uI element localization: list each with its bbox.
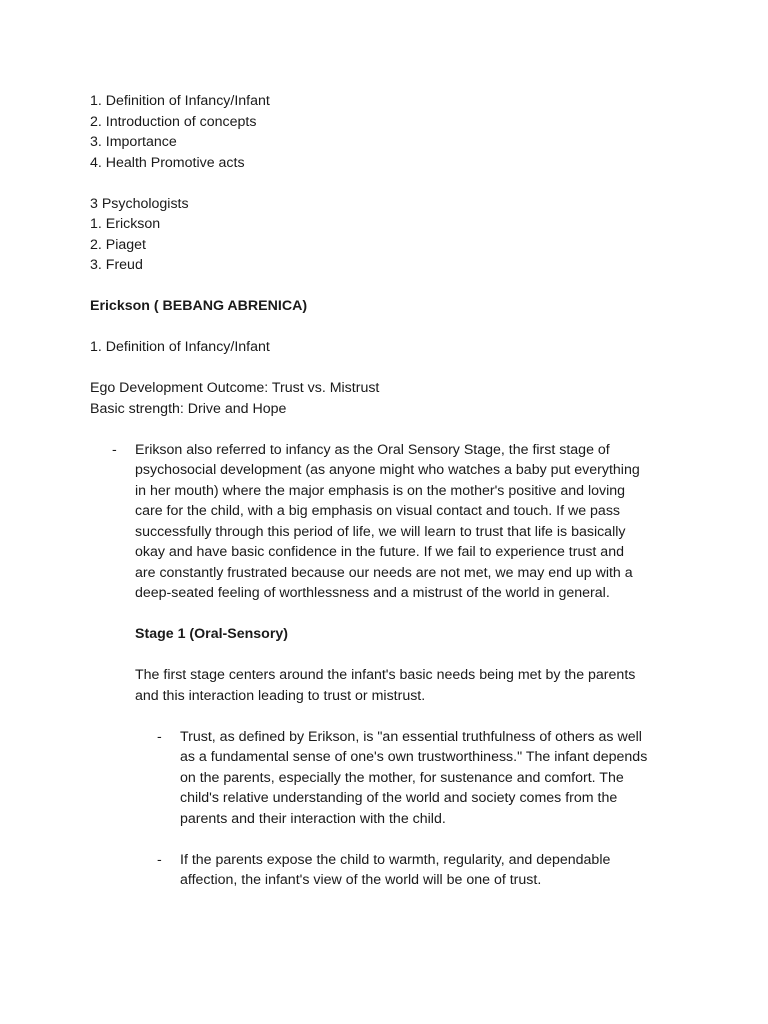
psychologist-item: 2. Piaget — [90, 236, 147, 253]
paragraph-line: successfully through this period of life, we will learn to trust that life is basically — [135, 523, 626, 540]
outline-item: 1. Definition of Infancy/Infant — [90, 93, 270, 109]
paragraph-line: The first stage centers around the infant's basic needs being met by the parents — [135, 667, 636, 683]
bullet-dash: - — [157, 851, 162, 868]
paragraph-line: child's relative understanding of the world and society comes from the — [180, 790, 618, 806]
main-bullet — [112, 440, 695, 604]
outline-item: 2. Introduction of concepts — [90, 113, 257, 130]
psychologists-list — [90, 194, 690, 276]
paragraph-line: affection, the infant's view of the world will be one of trust. — [180, 872, 542, 888]
stage-intro — [135, 665, 695, 706]
psychologists-heading: 3 Psychologists — [90, 195, 189, 212]
outline-item: 3. Importance — [90, 134, 177, 150]
paragraph-line: psychosocial development (as anyone might who watches a baby put everything — [135, 462, 640, 478]
paragraph-line: as a fundamental sense of one's own trustworthiness." The infant depends — [180, 749, 648, 765]
section-heading: Erickson ( BEBANG ABRENICA) — [90, 298, 308, 314]
sub-bullet-trust — [157, 727, 695, 830]
paragraph-line: on the parents, especially the mother, for sustenance and comfort. The — [180, 769, 624, 786]
bullet-dash: - — [157, 728, 162, 745]
paragraph-line: parents and their interaction with the child. — [180, 810, 446, 827]
bullet-dash: - — [112, 441, 117, 458]
paragraph-line: okay and have basic confidence in the future. If we fail to experience trust and — [135, 544, 624, 560]
paragraph-line: are constantly frustrated because our needs are not met, we may end up with a — [135, 564, 633, 581]
outline-list — [90, 91, 690, 173]
paragraph-line: Erikson also referred to infancy as the Oral Sensory Stage, the first stage of — [135, 441, 610, 458]
basic-strength-text: Basic strength: Drive and Hope — [90, 400, 287, 417]
ego-outcome-text: Ego Development Outcome: Trust vs. Mistrust — [90, 380, 380, 396]
section-subheading: 1. Definition of Infancy/Infant — [90, 339, 270, 355]
paragraph-line: Trust, as defined by Erikson, is "an essential truthfulness of others as well — [180, 728, 642, 745]
document-page — [90, 91, 690, 891]
paragraph-line: and this interaction leading to trust or mistrust. — [135, 687, 426, 704]
sub-bullet-warmth — [157, 850, 695, 891]
paragraph-line: If the parents expose the child to warmth, regularity, and dependable — [180, 851, 611, 868]
paragraph-line: in her mouth) where the major emphasis is on the mother's positive and loving — [135, 482, 626, 499]
psychologist-item: 3. Freud — [90, 257, 143, 273]
psychologist-item: 1. Erickson — [90, 216, 161, 232]
paragraph-line: deep-seated feeling of worthlessness and a mistrust of the world in general. — [135, 585, 610, 601]
outline-item: 4. Health Promotive acts — [90, 154, 245, 171]
paragraph-line: care for the child, with a big emphasis on visual contact and touch. If we pass — [135, 503, 621, 519]
stage-heading: Stage 1 (Oral-Sensory) — [135, 626, 288, 642]
